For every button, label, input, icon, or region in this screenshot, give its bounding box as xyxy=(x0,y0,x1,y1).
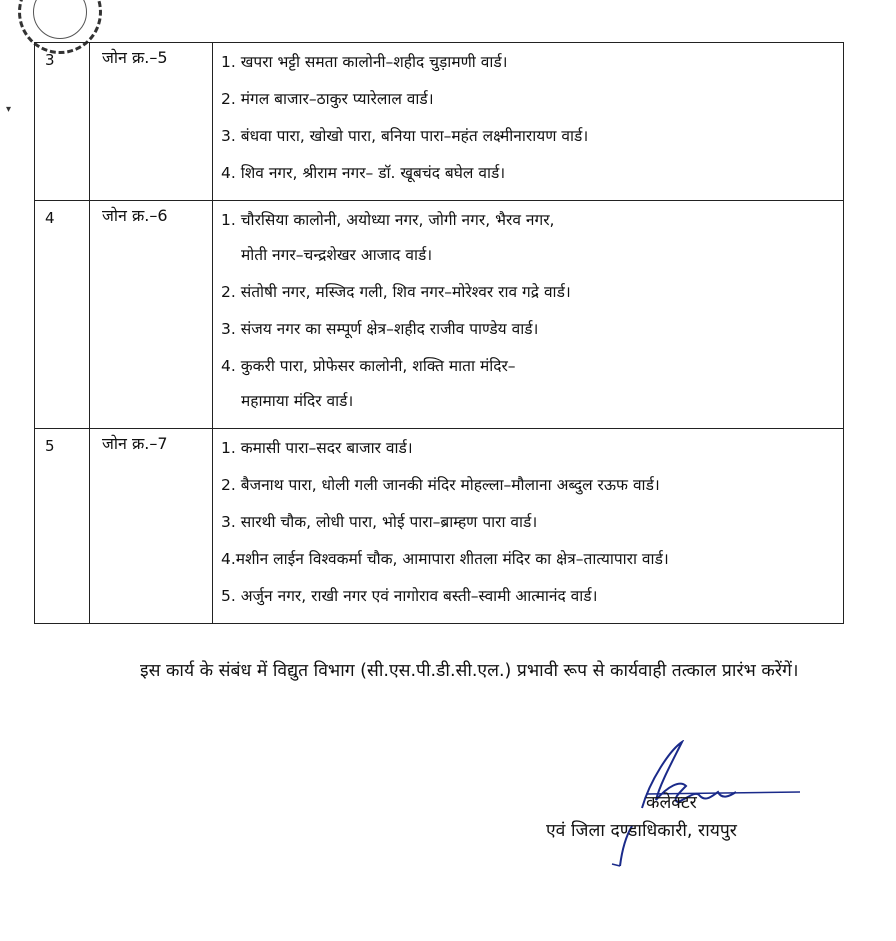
zone-ward-table xyxy=(34,42,844,624)
ward-item xyxy=(221,437,835,459)
ward-text-continuation: मोती नगर–चन्द्रशेखर आजाद वार्ड। xyxy=(241,246,433,264)
ward-text: 1. खपरा भट्टी समता कालोनी–शहीद चुड़ामणी वार्ड। xyxy=(221,53,508,71)
ward-item xyxy=(221,51,835,73)
ward-text: 3. बंधवा पारा, खोखो पारा, बनिया पारा–महंत लक्ष्मीनारायण वार्ड। xyxy=(221,127,589,145)
zone-number-cell: जोन क्र.–6 xyxy=(90,201,213,429)
ward-text: 1. कमासी पारा–सदर बाजार वार्ड। xyxy=(221,439,413,457)
zone-number-cell: जोन क्र.–7 xyxy=(90,429,213,624)
ward-text: 2. बैजनाथ पारा, धोली गली जानकी मंदिर मोहल्ला–मौलाना अब्दुल रऊफ वार्ड। xyxy=(221,476,660,494)
ward-item xyxy=(221,355,835,412)
ward-text: 4. कुकरी पारा, प्रोफेसर कालोनी, शक्ति माता मंदिर– xyxy=(221,357,516,375)
ward-item xyxy=(221,474,835,496)
ward-item xyxy=(221,511,835,533)
signatory-office: एवं जिला दण्डाधिकारी, रायपुर xyxy=(546,821,737,841)
ward-text: 4. शिव नगर, श्रीराम नगर– डॉ. खूबचंद बघेल वार्ड। xyxy=(221,164,506,182)
ward-item xyxy=(221,281,835,303)
ward-item xyxy=(221,585,835,607)
ward-item xyxy=(221,162,835,184)
ward-text: 1. चौरसिया कालोनी, अयोध्या नगर, जोगी नगर, भैरव नगर, xyxy=(221,211,555,229)
serial-number-cell: 5 xyxy=(35,429,90,624)
zone-number-cell: जोन क्र.–5 xyxy=(90,43,213,201)
ward-text: 5. अर्जुन नगर, राखी नगर एवं नागोराव बस्ती–स्वामी आत्मानंद वार्ड। xyxy=(221,587,598,605)
signatory-designation: कलेक्टर xyxy=(646,793,697,813)
ward-list-cell xyxy=(213,201,844,429)
serial-number-cell: 3 xyxy=(35,43,90,201)
ward-item xyxy=(221,318,835,340)
ward-text: 3. सारथी चौक, लोधी पारा, भोई पारा–ब्राम्हण पारा वार्ड। xyxy=(221,513,538,531)
ward-text: 4.मशीन लाईन विश्वकर्मा चौक, आमापारा शीतला मंदिर का क्षेत्र–तात्यापारा वार्ड। xyxy=(221,550,669,568)
ward-list-cell xyxy=(213,429,844,624)
ward-text: 2. मंगल बाजार–ठाकुर प्यारेलाल वार्ड। xyxy=(221,90,434,108)
ward-text-continuation: महामाया मंदिर वार्ड। xyxy=(241,392,354,410)
table-row xyxy=(35,201,844,429)
margin-mark: ▾ xyxy=(6,104,12,115)
ward-item xyxy=(221,548,835,570)
ward-list-cell xyxy=(213,43,844,201)
ward-item xyxy=(221,125,835,147)
ward-text: 2. संतोषी नगर, मस्जिद गली, शिव नगर–मोरेश्वर राव गद्रे वार्ड। xyxy=(221,283,571,301)
serial-number-cell: 4 xyxy=(35,201,90,429)
ward-item xyxy=(221,88,835,110)
table-row xyxy=(35,429,844,624)
table-row xyxy=(35,43,844,201)
ward-item xyxy=(221,209,835,266)
instruction-paragraph: इस कार्य के संबंध में विद्युत विभाग (सी.एस.पी.डी.सी.एल.) प्रभावी रूप से कार्यवाही तत्काल प्रारंभ करेंगें। xyxy=(140,661,799,681)
ward-text: 3. संजय नगर का सम्पूर्ण क्षेत्र–शहीद राजीव पाण्डेय वार्ड। xyxy=(221,320,539,338)
